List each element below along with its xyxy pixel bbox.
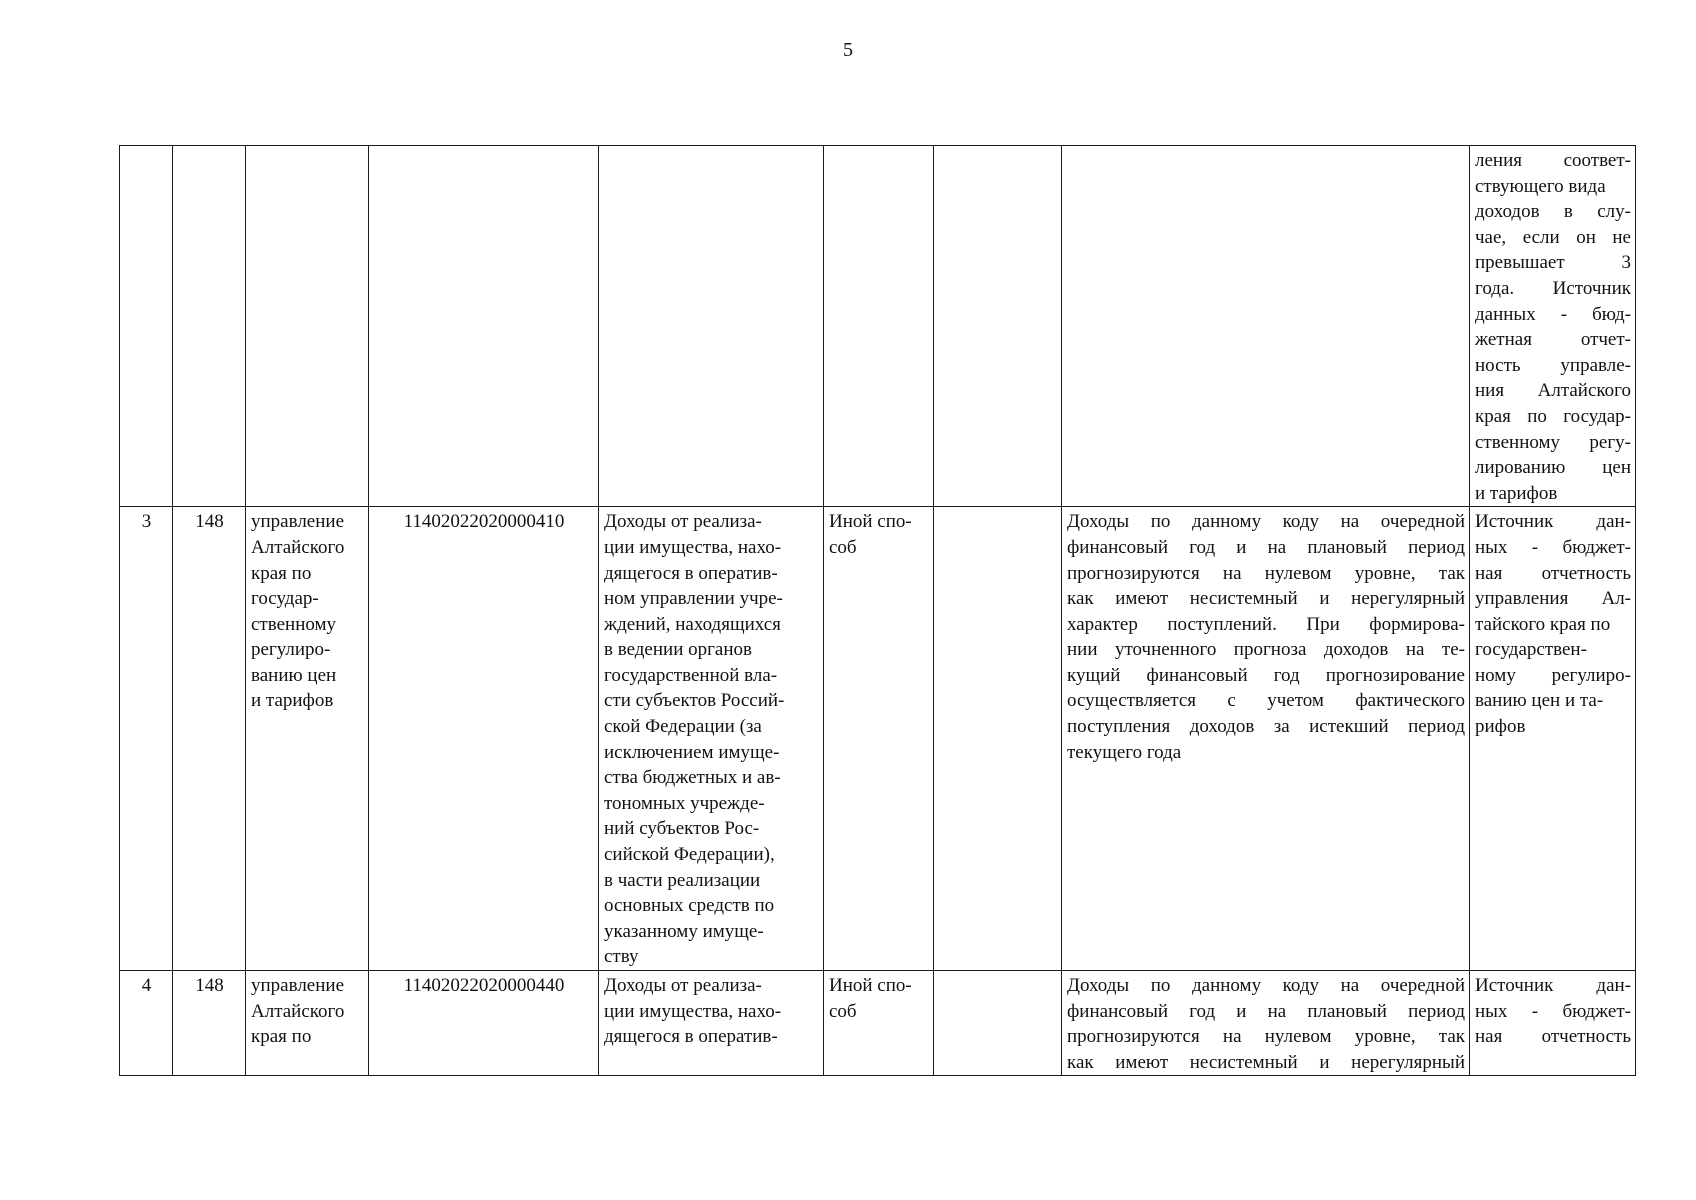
income-name-line: ской Федерации (за	[604, 716, 762, 738]
cell-admin-code: 148	[173, 971, 246, 1076]
note-line: и тарифов	[1475, 482, 1558, 504]
cell-formula	[934, 507, 1062, 971]
description-line: характер поступлений. При формирова-	[1067, 613, 1465, 635]
description-line: Доходы по данному коду на очередной	[1067, 975, 1465, 996]
cell-note	[1470, 971, 1636, 1076]
cell-note	[1470, 507, 1636, 971]
description-line: осуществляется с учетом фактического	[1067, 690, 1465, 712]
method-line: Иной спо-	[829, 511, 912, 533]
note-line: превышает 3	[1475, 252, 1631, 274]
note-line: тайского края по	[1475, 613, 1611, 635]
note-line: Источник дан-	[1475, 511, 1631, 533]
cell-method	[824, 971, 934, 1076]
cell-income-name	[599, 146, 824, 507]
description-line: финансовый год и на плановый период	[1067, 1000, 1465, 1022]
income-name-line: исключением имуще-	[604, 741, 780, 763]
income-name-line: ний субъектов Рос-	[604, 818, 760, 840]
note-line: доходов в слу-	[1475, 201, 1631, 223]
income-name-line: дящегося в оператив-	[604, 562, 778, 584]
admin-name-line: Алтайского	[251, 536, 345, 558]
cell-method	[824, 507, 934, 971]
admin-name-line: ванию цен	[251, 664, 337, 686]
description-line: прогнозируются на нулевом уровне, так	[1067, 1026, 1465, 1048]
cell-admin-name	[246, 971, 369, 1076]
income-name-line: в части реализации	[604, 869, 761, 891]
income-name-line: государственной вла-	[604, 664, 778, 686]
income-name-line: основных средств по	[604, 895, 775, 917]
cell-note	[1470, 146, 1636, 507]
admin-name-line: ственному	[251, 613, 337, 635]
description-line: Доходы по данному коду на очередной	[1067, 511, 1465, 533]
note-line: ственному регу-	[1475, 431, 1631, 453]
income-name-line: сийской Федерации),	[604, 844, 775, 866]
income-name-line: ства бюджетных и ав-	[604, 767, 781, 789]
income-name-line: ции имущества, нахо-	[604, 1000, 782, 1022]
description-line: как имеют несистемный и нерегулярный	[1067, 1051, 1465, 1073]
income-name-line: сти субъектов Россий-	[604, 690, 785, 712]
note-line: данных - бюд-	[1475, 303, 1631, 325]
cell-admin-code	[173, 146, 246, 507]
description-line: текущего года	[1067, 741, 1182, 763]
cell-description	[1062, 971, 1470, 1076]
cell-kbk: 11402022020000440	[369, 971, 599, 1076]
cell-method	[824, 146, 934, 507]
cell-admin-code: 148	[173, 507, 246, 971]
admin-name-line: края по	[251, 1026, 312, 1048]
note-line: ванию цен и та-	[1475, 690, 1604, 712]
note-line: Источник дан-	[1475, 975, 1631, 996]
cell-kbk: 11402022020000410	[369, 507, 599, 971]
note-line: управления Ал-	[1475, 588, 1631, 610]
income-name-line: ции имущества, нахо-	[604, 536, 782, 558]
note-line: ная отчетность	[1475, 562, 1631, 584]
cell-income-name	[599, 507, 824, 971]
cell-num	[120, 146, 173, 507]
cell-description	[1062, 507, 1470, 971]
cell-formula	[934, 971, 1062, 1076]
admin-name-line: Алтайского	[251, 1000, 345, 1022]
income-name-line: Доходы от реализа-	[604, 511, 762, 533]
income-name-line: указанному имуще-	[604, 920, 764, 942]
note-line: ления соответ-	[1475, 150, 1631, 171]
page-number: 5	[843, 39, 853, 61]
table-row	[120, 507, 1636, 971]
description-line: нии уточненного прогноза доходов на те-	[1067, 639, 1465, 661]
forecast-method-table	[119, 145, 1636, 1076]
note-line: лированию цен	[1475, 457, 1631, 479]
description-line: как имеют несистемный и нерегулярный	[1067, 588, 1465, 610]
admin-name-line: регулиро-	[251, 639, 331, 661]
description-line: поступления доходов за истекший период	[1067, 716, 1465, 738]
admin-name-line: управление	[251, 511, 345, 533]
admin-name-line: и тарифов	[251, 690, 334, 712]
note-line: ных - бюджет-	[1475, 536, 1631, 558]
method-line: соб	[829, 1000, 857, 1022]
note-line: года. Источник	[1475, 277, 1631, 299]
note-line: ность управле-	[1475, 354, 1631, 376]
cell-num: 4	[120, 971, 173, 1076]
description-line: кущий финансовый год прогнозирование	[1067, 664, 1465, 686]
income-name-line: в ведении органов	[604, 639, 752, 661]
note-line: жетная отчет-	[1475, 329, 1631, 351]
cell-kbk	[369, 146, 599, 507]
note-line: ных - бюджет-	[1475, 1000, 1631, 1022]
method-line: соб	[829, 536, 857, 558]
note-line: государствен-	[1475, 639, 1587, 661]
income-name-line: Доходы от реализа-	[604, 975, 762, 996]
note-line: чае, если он не	[1475, 226, 1631, 248]
note-line: края по государ-	[1475, 405, 1631, 427]
note-line: ная отчетность	[1475, 1026, 1631, 1048]
cell-admin-name	[246, 507, 369, 971]
income-name-line: ждений, находящихся	[604, 613, 781, 635]
note-line: ния Алтайского	[1475, 380, 1631, 402]
cell-formula	[934, 146, 1062, 507]
note-line: рифов	[1475, 716, 1526, 738]
cell-admin-name	[246, 146, 369, 507]
description-line: прогнозируются на нулевом уровне, так	[1067, 562, 1465, 584]
table-row-continuation	[120, 146, 1636, 507]
cell-description	[1062, 146, 1470, 507]
note-line: ному регулиро-	[1475, 664, 1631, 686]
cell-income-name	[599, 971, 824, 1076]
income-name-line: ном управлении учре-	[604, 588, 783, 610]
income-name-line: дящегося в оператив-	[604, 1026, 778, 1048]
income-name-line: тономных учрежде-	[604, 792, 765, 814]
method-line: Иной спо-	[829, 975, 912, 996]
note-line: ствующего вида	[1475, 175, 1606, 197]
admin-name-line: государ-	[251, 588, 319, 610]
admin-name-line: управление	[251, 975, 345, 996]
description-line: финансовый год и на плановый период	[1067, 536, 1465, 558]
admin-name-line: края по	[251, 562, 312, 584]
cell-num: 3	[120, 507, 173, 971]
table-row	[120, 971, 1636, 1076]
income-name-line: ству	[604, 946, 639, 968]
